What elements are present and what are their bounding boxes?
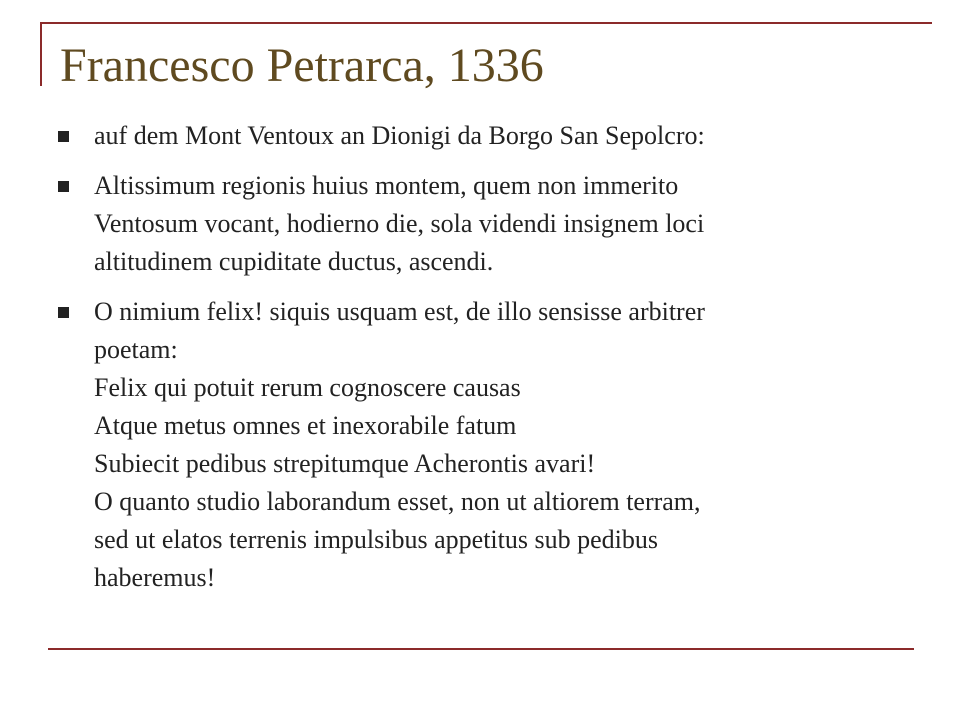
text-line: Ventosum vocant, hodierno die, sola videndi insignem loci xyxy=(94,209,705,238)
text-line: O quanto studio laborandum esset, non ut altiorem terram, xyxy=(94,487,701,516)
square-bullet-icon xyxy=(58,181,69,192)
top-rule xyxy=(40,22,932,24)
square-bullet-icon xyxy=(58,131,69,142)
text-line: poetam: xyxy=(94,335,178,364)
text-line: haberemus! xyxy=(94,563,216,592)
square-bullet-icon xyxy=(58,307,69,318)
bullet-item xyxy=(58,293,918,597)
bullet-list xyxy=(58,117,918,609)
bottom-rule xyxy=(48,648,914,650)
text-line: Altissimum regionis huius montem, quem non immerito xyxy=(94,171,679,200)
text-line: auf dem Mont Ventoux an Dionigi da Borgo San Sepolcro: xyxy=(94,121,705,150)
slide-title: Francesco Petrarca, 1336 xyxy=(60,39,544,92)
verse-line: Subiecit pedibus strepitumque Acherontis avari! xyxy=(94,449,596,478)
verse-line: Atque metus omnes et inexorabile fatum xyxy=(94,411,517,440)
bullet-item xyxy=(58,117,918,155)
text-line: altitudinem cupiditate ductus, ascendi. xyxy=(94,247,494,276)
bullet-item xyxy=(58,167,918,281)
text-line: sed ut elatos terrenis impulsibus appetitus sub pedibus xyxy=(94,525,658,554)
text-line: O nimium felix! siquis usquam est, de illo sensisse arbitrer xyxy=(94,297,705,326)
verse-line: Felix qui potuit rerum cognoscere causas xyxy=(94,373,521,402)
left-rule xyxy=(40,22,42,86)
